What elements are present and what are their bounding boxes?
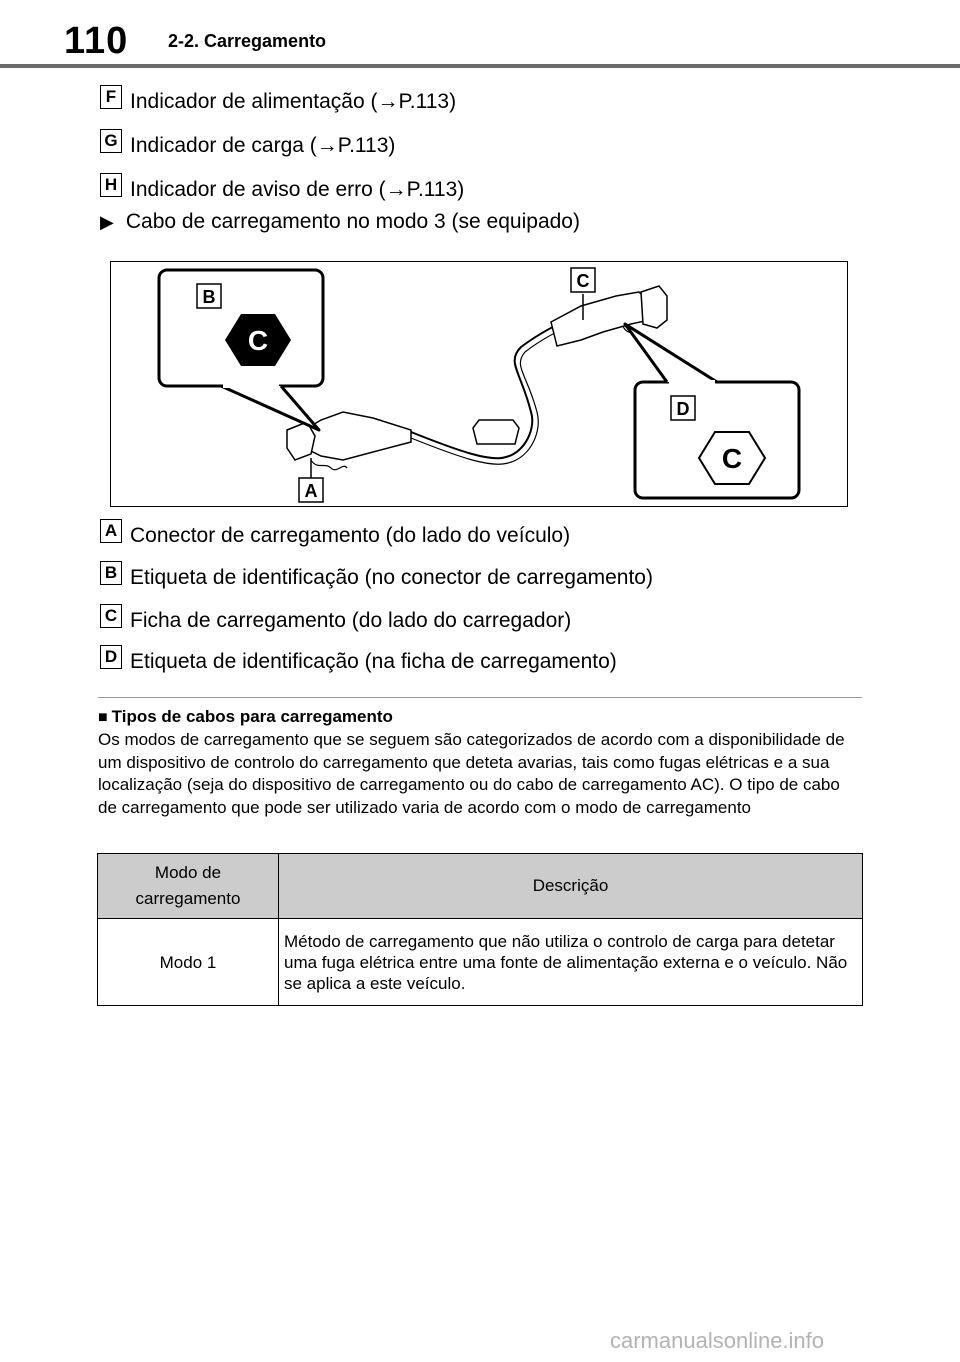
table-cell-mode: Modo 1	[98, 919, 279, 1006]
callout-letter-c: C	[576, 271, 590, 291]
header-divider	[0, 64, 960, 68]
charging-modes-table	[97, 853, 863, 1006]
table-row	[98, 919, 863, 1006]
indicator-item-power	[100, 88, 456, 116]
label-box-f: F	[100, 85, 122, 109]
section-divider	[98, 697, 862, 698]
triangle-bullet-icon: ▶	[100, 211, 114, 232]
vehicle-connector-icon	[301, 412, 411, 460]
tether-icon	[311, 460, 347, 470]
cable-types-heading	[98, 707, 393, 727]
callout-letter-a: A	[304, 481, 318, 501]
callout-pointer-b	[221, 386, 319, 430]
part-text: Conector de carregamento (do lado do veículo)	[130, 524, 571, 547]
watermark: carmanualsonline.info	[610, 1328, 825, 1353]
label-box-a: A	[100, 519, 122, 543]
part-text: Ficha de carregamento (do lado do carregador)	[130, 609, 572, 632]
label-box-h: H	[100, 173, 122, 197]
part-item-d	[100, 648, 617, 676]
badge-letter-left: C	[247, 325, 269, 356]
label-box-g: G	[100, 129, 122, 153]
control-box-icon	[473, 420, 519, 444]
part-text: Etiqueta de identificação (no conector de carregamento)	[130, 566, 653, 589]
part-text: Etiqueta de identificação (na ficha de carregamento)	[130, 650, 617, 673]
column-header-mode: Modo de carregamento	[98, 854, 279, 919]
callout-letter-b: B	[202, 287, 216, 307]
cable-drawing	[111, 262, 848, 507]
badge-letter-right: C	[721, 443, 743, 474]
part-item-b	[100, 564, 653, 592]
mode3-cable-heading	[100, 210, 580, 234]
charger-plug-head-icon	[641, 286, 667, 328]
section-title: 2-2. Carregamento	[168, 31, 327, 51]
table-header-row	[98, 854, 863, 919]
indicator-item-charge	[100, 132, 395, 160]
table-cell-description: Método de carregamento que não utiliza o controlo de carga para detetar uma fuga elétrica entre uma fonte de alimentação externa e o veículo. Não se aplica a este veículo.	[279, 919, 863, 1006]
label-box-d: D	[100, 645, 122, 669]
label-box-c: C	[100, 604, 122, 628]
charging-cable-illustration	[110, 261, 848, 507]
column-header-description: Descrição	[279, 854, 863, 919]
square-bullet-icon: ■	[98, 709, 108, 726]
indicator-text: Indicador de carga (→P.113)	[130, 134, 396, 157]
callout-pointer-d	[625, 324, 717, 382]
part-item-a	[100, 522, 570, 550]
callout-letter-d: D	[676, 399, 690, 419]
indicator-text: Indicador de aviso de erro (→P.113)	[130, 178, 465, 201]
page-number: 110	[64, 20, 129, 62]
part-item-c	[100, 607, 571, 635]
label-box-b: B	[100, 561, 122, 585]
cable-types-paragraph: Os modos de carregamento que se seguem são categorizados de acordo com a disponibilidade de um dispositivo de controlo do carregamento que deteta avarias, tais como fugas elétricas e a sua localização (seja do dispositivo de carregamento ou do cabo de carregamento AC). O tipo de cabo de carregamento que pode ser utilizado varia de acordo com o modo de carregamento	[98, 730, 845, 817]
indicator-item-error	[100, 176, 464, 204]
indicator-text: Indicador de alimentação (→P.113)	[130, 90, 457, 113]
mode3-cable-text: Cabo de carregamento no modo 3 (se equipado)	[125, 210, 580, 233]
cable-types-heading-text: Tipos de cabos para carregamento	[111, 707, 393, 726]
